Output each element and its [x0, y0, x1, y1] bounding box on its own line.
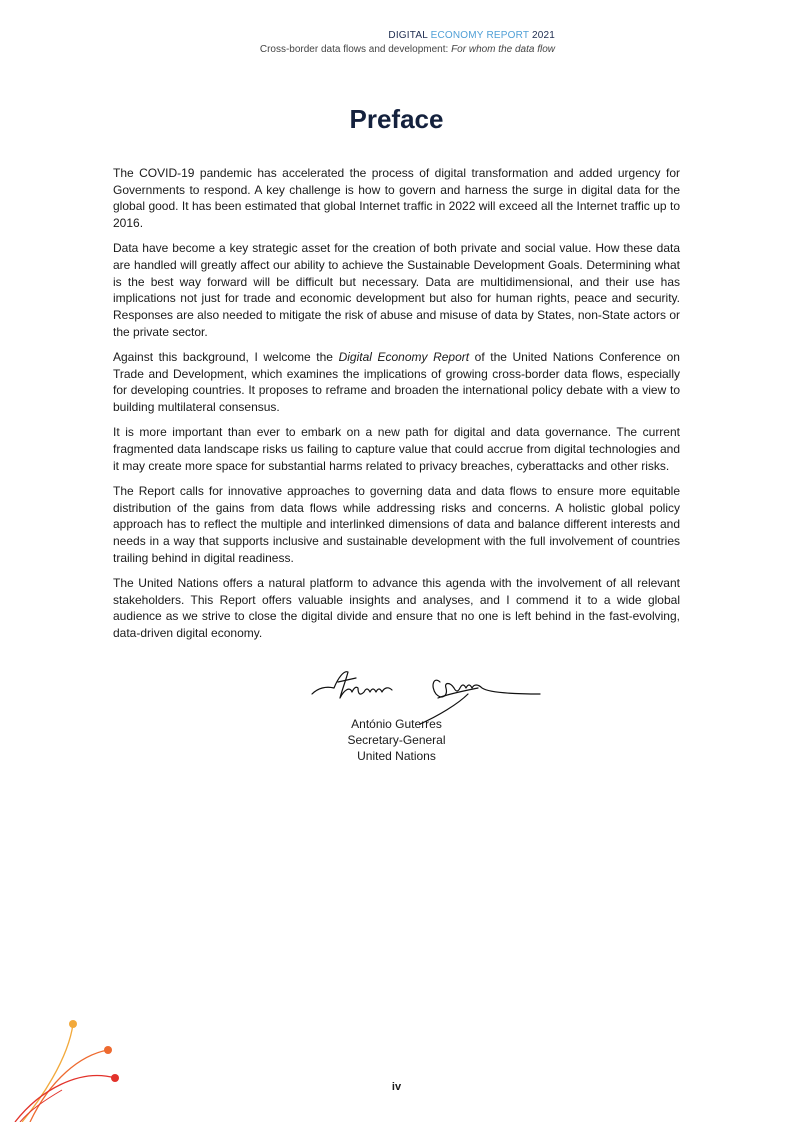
deco-curve-orange: [30, 1050, 108, 1122]
signer-block: [300, 716, 493, 764]
paragraph-part: of the United Nations Conference on Trade and Development, which examines the implications of growing cross-border data flows, especially for developing countries. It proposes to reframe and broaden the international policy debate with a view to building multilateral consensus.: [113, 350, 680, 415]
paragraph: Data have become a key strategic asset for the creation of both private and social value. How these data are handled will greatly affect our ability to achieve the Sustainable Development Goals. Determining what is the best way forward will be difficult but necessary. Data are multidimensional, and their use has implications not just for trade and economic development but also for human rights, peace and security. Responses are also needed to mitigate the risk of abuse and misuse of data by States, non-State actors or the private sector.: [113, 241, 680, 339]
signer-name: António Guterres: [351, 717, 442, 731]
report-name-part2: ECONOMY REPORT: [430, 30, 529, 41]
deco-dot-orange: [104, 1046, 112, 1054]
deco-dot-red: [111, 1074, 119, 1082]
page-number: iv: [391, 1081, 402, 1093]
report-name-part3: 2021: [528, 30, 555, 41]
subtitle-plain: Cross-border data flows and development:: [259, 44, 452, 55]
running-header: [260, 30, 555, 55]
paragraph-part: Against this background, I welcome the: [113, 350, 339, 365]
paragraph: The COVID-19 pandemic has accelerated the process of digital transformation and added urgency for Governments to respond. A key challenge is how to govern and harness the surge in digital data for the global good. It has been estimated that global Internet traffic in 2022 will exceed all the Internet traffic up to 2016.: [113, 166, 680, 231]
signer-org: United Nations: [357, 749, 436, 763]
signer-role: Secretary-General: [347, 733, 446, 747]
deco-curve-red: [15, 1076, 115, 1122]
preface-body: [113, 165, 680, 650]
decorative-curves-graphic: [0, 1010, 140, 1122]
page-title: Preface: [349, 104, 444, 134]
paragraph: [113, 349, 680, 416]
report-title-italic: Digital Economy Report: [338, 350, 470, 365]
report-name: [260, 30, 555, 41]
report-name-part1: DIGITAL: [388, 30, 431, 41]
deco-dot-yellow: [69, 1020, 77, 1028]
paragraph: The Report calls for innovative approaches to governing data and data flows to ensure more equitable distribution of the gains from data flows while addressing risks and concerns. A holistic global policy approach has to reflect the multiple and interlinked dimensions of data and balance different interests and needs in a way that supports inclusive and sustainable development with the full involvement of countries trailing behind in digital readiness.: [113, 483, 680, 565]
report-subtitle: [260, 44, 555, 55]
paragraph: It is more important than ever to embark on a new path for digital and data governance. The current fragmented data landscape risks us failing to capture value that could accrue from digital technologies and it may create more space for substantial harms related to privacy breaches, cyberattacks and other risks.: [113, 425, 680, 473]
subtitle-italic: For whom the data flow: [451, 44, 555, 55]
paragraph: The United Nations offers a natural platform to advance this agenda with the involvement of all relevant stakeholders. This Report offers valuable insights and analyses, and I commend it to a wide global audience as we strive to close the digital divide and ensure that no one is left behind in the fast-evolving, data-driven digital economy.: [113, 575, 680, 641]
